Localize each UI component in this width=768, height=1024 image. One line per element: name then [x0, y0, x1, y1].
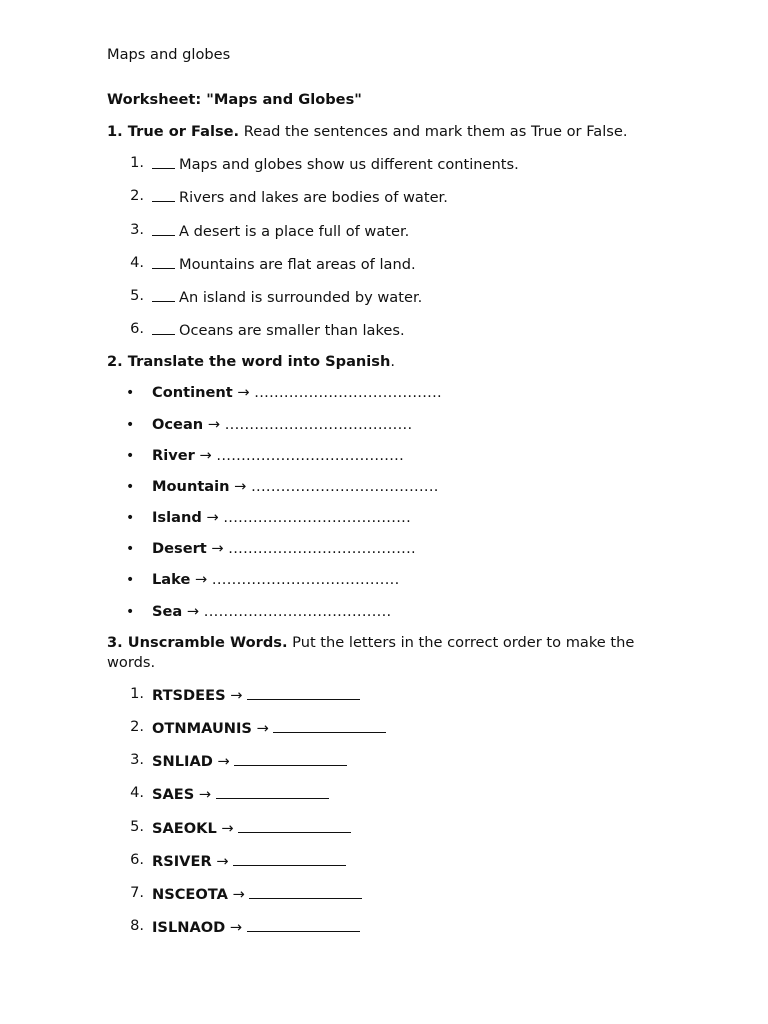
- item-number: 1.: [130, 154, 144, 172]
- unscramble-list: [107, 684, 667, 938]
- answer-blank[interactable]: [152, 220, 175, 236]
- english-word: River: [152, 446, 195, 464]
- english-word: Desert: [152, 540, 207, 558]
- item-number: 4.: [130, 253, 144, 271]
- true-false-item: [107, 153, 667, 175]
- arrow-icon: →: [194, 446, 217, 464]
- section1-heading-bold: 1. True or False.: [107, 123, 240, 140]
- section1-heading: [107, 122, 667, 142]
- scrambled-word: NSCEOTA: [152, 885, 228, 903]
- translation-answer-dots[interactable]: ......................................: [228, 540, 416, 558]
- answer-line[interactable]: [249, 883, 362, 899]
- true-false-item: [107, 319, 667, 341]
- item-number: 7.: [130, 883, 144, 901]
- answer-line[interactable]: [247, 916, 360, 932]
- answer-blank[interactable]: [152, 253, 175, 269]
- translate-item: [107, 602, 667, 622]
- arrow-icon: →: [206, 540, 229, 558]
- answer-blank[interactable]: [152, 153, 175, 169]
- section3-heading-rest: Put the letters in the correct order to make the words.: [107, 633, 635, 671]
- worksheet-title: Worksheet: "Maps and Globes": [107, 91, 362, 108]
- worksheet-page: [107, 44, 667, 938]
- bullet-icon: •: [126, 447, 135, 464]
- true-false-item: [107, 286, 667, 308]
- arrow-icon: →: [232, 384, 255, 402]
- bullet-icon: •: [126, 510, 135, 527]
- item-number: 4.: [130, 784, 144, 802]
- translation-answer-dots[interactable]: ......................................: [203, 602, 392, 620]
- translate-item: [107, 415, 667, 435]
- unscramble-item: [107, 783, 667, 805]
- statement-text: Rivers and lakes are bodies of water.: [179, 189, 448, 207]
- arrow-icon: →: [212, 753, 235, 771]
- english-word: Ocean: [152, 415, 204, 433]
- statement-text: Mountains are flat areas of land.: [179, 255, 416, 273]
- unscramble-item: [107, 916, 667, 938]
- scrambled-word: RTSDEES: [152, 686, 226, 704]
- true-false-item: [107, 253, 667, 275]
- translation-answer-dots[interactable]: ......................................: [251, 477, 439, 495]
- item-number: 6.: [130, 850, 144, 868]
- unscramble-item: [107, 750, 667, 772]
- translation-answer-dots[interactable]: ......................................: [224, 415, 413, 433]
- arrow-icon: →: [229, 477, 252, 495]
- section2-heading-rest: .: [390, 353, 396, 371]
- arrow-icon: →: [194, 786, 216, 804]
- scrambled-word: OTNMAUNIS: [152, 720, 252, 737]
- arrow-icon: →: [225, 919, 247, 937]
- item-number: 2.: [130, 718, 144, 735]
- answer-blank[interactable]: [152, 319, 175, 335]
- translate-item: [107, 477, 667, 497]
- item-number: 3.: [130, 751, 144, 769]
- english-word: Lake: [152, 571, 191, 589]
- answer-line[interactable]: [234, 750, 347, 766]
- arrow-icon: →: [216, 819, 239, 837]
- english-word: Mountain: [152, 477, 230, 495]
- arrow-icon: →: [227, 885, 250, 903]
- unscramble-item: [107, 883, 667, 905]
- english-word: Continent: [152, 384, 233, 402]
- translate-item: [107, 508, 667, 528]
- item-number: 6.: [130, 320, 144, 338]
- statement-text: Maps and globes show us different continents.: [179, 156, 519, 174]
- answer-line[interactable]: [247, 684, 360, 700]
- item-number: 8.: [130, 917, 144, 935]
- unscramble-item: [107, 717, 667, 739]
- bullet-icon: •: [126, 603, 135, 620]
- translation-answer-dots[interactable]: ......................................: [254, 384, 442, 402]
- translate-item: [107, 570, 667, 590]
- unscramble-item: [107, 684, 667, 706]
- translation-answer-dots[interactable]: ......................................: [223, 509, 412, 527]
- scrambled-word: SAEOKL: [152, 819, 217, 837]
- scrambled-word: ISLNAOD: [152, 919, 226, 937]
- answer-line[interactable]: [216, 783, 329, 799]
- bullet-icon: •: [126, 572, 135, 589]
- translation-answer-dots[interactable]: ......................................: [216, 446, 405, 464]
- answer-line[interactable]: [238, 817, 351, 833]
- scrambled-word: SNLIAD: [152, 753, 213, 771]
- answer-line[interactable]: [233, 850, 346, 866]
- item-number: 2.: [130, 187, 144, 205]
- arrow-icon: →: [225, 686, 248, 704]
- arrow-icon: →: [211, 852, 234, 870]
- statement-text: An island is surrounded by water.: [179, 288, 423, 306]
- bullet-icon: •: [126, 385, 135, 402]
- scrambled-word: RSIVER: [152, 852, 212, 870]
- unscramble-item: [107, 817, 667, 839]
- translation-answer-dots[interactable]: ......................................: [211, 571, 400, 589]
- answer-blank[interactable]: [152, 186, 175, 202]
- translate-item: [107, 383, 667, 403]
- translate-item: [107, 539, 667, 559]
- english-word: Sea: [152, 602, 183, 620]
- item-number: 3.: [130, 220, 144, 238]
- true-false-item: [107, 186, 667, 208]
- bullet-icon: •: [126, 541, 135, 558]
- translate-list: [107, 383, 667, 621]
- section3-heading: [107, 633, 667, 673]
- section3-heading-bold: 3. Unscramble Words.: [107, 633, 288, 651]
- document-title: Maps and globes: [107, 46, 231, 63]
- arrow-icon: →: [182, 602, 204, 620]
- answer-blank[interactable]: [152, 286, 175, 302]
- scrambled-word: SAES: [152, 786, 195, 804]
- translate-item: [107, 446, 667, 466]
- arrow-icon: →: [201, 509, 224, 527]
- item-number: 5.: [130, 286, 144, 304]
- arrow-icon: →: [203, 415, 225, 433]
- section2-heading: [107, 352, 667, 372]
- statement-text: A desert is a place full of water.: [179, 222, 410, 240]
- arrow-icon: →: [251, 720, 274, 737]
- answer-line[interactable]: [273, 717, 386, 733]
- arrow-icon: →: [190, 571, 212, 589]
- english-word: Island: [152, 509, 202, 527]
- bullet-icon: •: [126, 478, 135, 495]
- item-number: 5.: [130, 817, 144, 835]
- section1-heading-rest: Read the sentences and mark them as True or False.: [239, 123, 628, 140]
- section2-heading-bold: 2. Translate the word into Spanish: [107, 353, 391, 371]
- statement-text: Oceans are smaller than lakes.: [179, 322, 405, 340]
- unscramble-item: [107, 850, 667, 872]
- true-false-item: [107, 220, 667, 242]
- item-number: 1.: [130, 684, 144, 702]
- true-false-list: [107, 153, 667, 341]
- bullet-icon: •: [126, 416, 135, 433]
